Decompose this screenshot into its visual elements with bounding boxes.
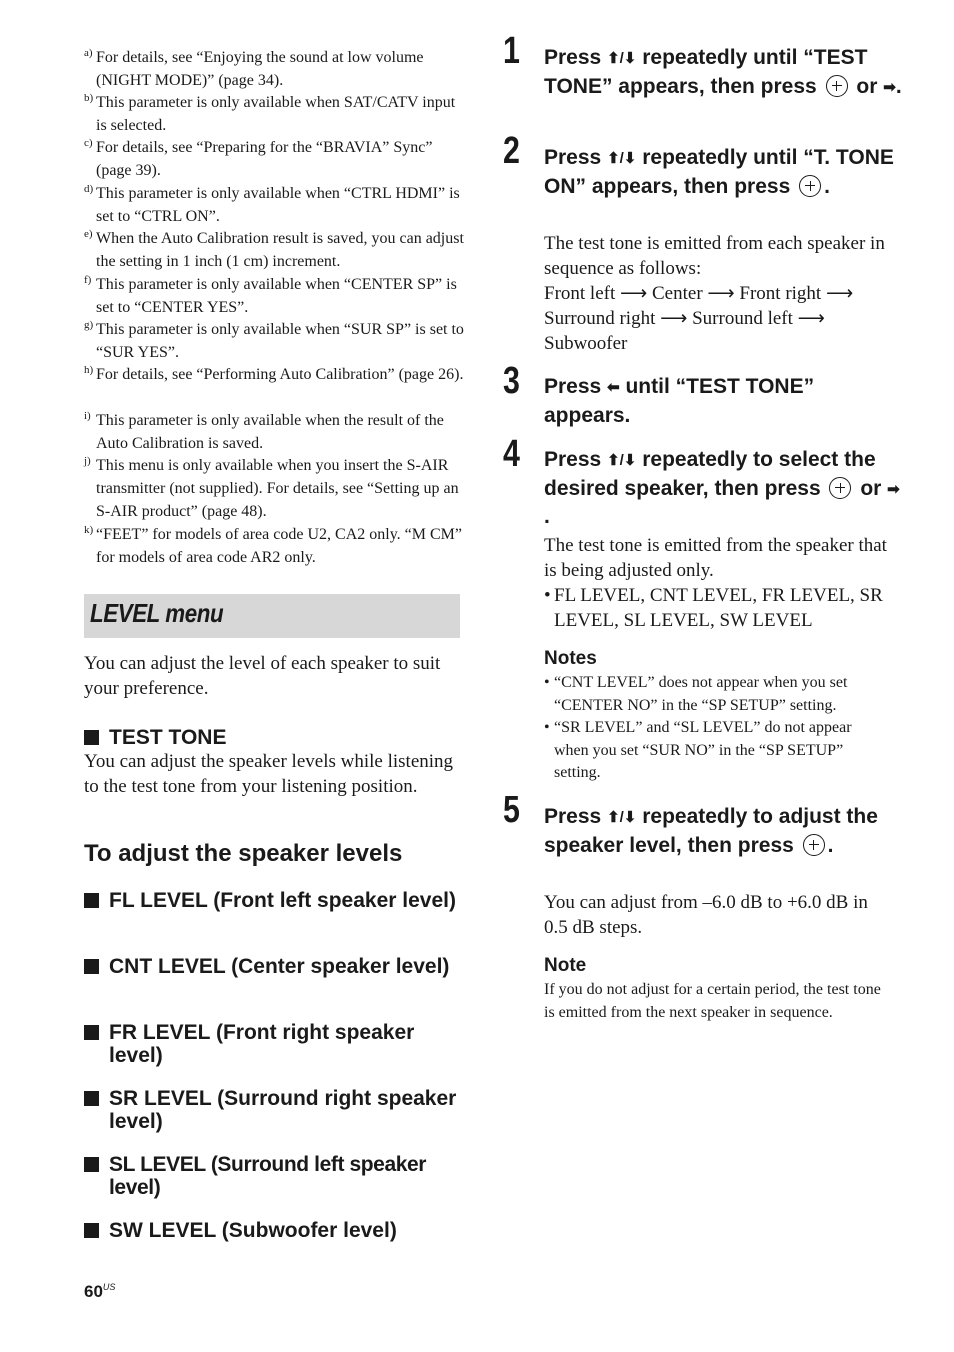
- footnote-text: When the Auto Calibration result is saved, you can adjust the setting in 1 inch (1 cm) increment.: [96, 230, 464, 270]
- footnote-d: [84, 182, 464, 228]
- up-down-arrow-icon: ⬆/⬇: [607, 809, 637, 826]
- enter-button-icon: [829, 477, 851, 499]
- left-arrow-icon: ⬅: [607, 379, 620, 396]
- footnote-k: [84, 523, 464, 569]
- footnote-text: This parameter is only available when “SUR SP” is set to “SUR YES”.: [96, 321, 464, 361]
- footnote-mark: a): [84, 47, 93, 59]
- footnote-text: This parameter is only available when “CTRL HDMI” is set to “CTRL ON”.: [96, 185, 460, 225]
- footnote-mark: f): [84, 274, 92, 286]
- footnote-c: [84, 136, 464, 182]
- step-4-description: The test tone is emitted from the speaker that is being adjusted only.: [544, 535, 887, 581]
- level-menu-intro: You can adjust the level of each speaker to suit your preference.: [84, 653, 441, 699]
- footnote-text: For details, see “Preparing for the “BRAVIA” Sync” (page 39).: [96, 139, 433, 179]
- footnote-mark: g): [84, 319, 94, 331]
- footnote-e: [84, 227, 464, 273]
- square-bullet-icon: [84, 730, 99, 745]
- step-number-1: 1: [503, 30, 520, 72]
- sl-level-heading: SL LEVEL (Surround left speaker level): [84, 1153, 464, 1199]
- step-1-instruction: Press ⬆/⬇ repeatedly until “TEST TONE” appears, then press or ➡.: [544, 44, 904, 101]
- sr-level-heading: SR LEVEL (Surround right speaker level): [84, 1087, 464, 1133]
- footnote-mark: b): [84, 92, 94, 104]
- notes-heading: Notes: [544, 648, 597, 669]
- fr-level-heading: FR LEVEL (Front right speaker level): [84, 1021, 464, 1067]
- sw-level-heading: SW LEVEL (Subwoofer level): [84, 1219, 464, 1242]
- footnote-g: [84, 318, 464, 364]
- footnote-mark: i): [84, 410, 91, 422]
- footnote-text: This menu is only available when you insert the S-AIR transmitter (not supplied). For details, see “Setting up an S-AIR product” (page 48).: [96, 457, 459, 520]
- step-number-2: 2: [503, 130, 520, 172]
- footnote-a: [84, 46, 464, 92]
- footnote-mark: k): [84, 524, 94, 536]
- footnote-text: This parameter is only available when the result of the Auto Calibration is saved.: [96, 412, 444, 452]
- footnote-mark: h): [84, 364, 94, 376]
- up-down-arrow-icon: ⬆/⬇: [607, 150, 637, 167]
- square-bullet-icon: [84, 1091, 99, 1106]
- square-bullet-icon: [84, 1157, 99, 1172]
- footnote-h: [84, 363, 464, 386]
- cnt-level-heading: CNT LEVEL (Center speaker level): [84, 955, 464, 978]
- square-bullet-icon: [84, 893, 99, 908]
- step-2-instruction: Press ⬆/⬇ repeatedly until “T. TONE ON” appears, then press .: [544, 146, 894, 198]
- footnote-mark: d): [84, 183, 94, 195]
- test-tone-text: You can adjust the speaker levels while listening to the test tone from your listening position.: [84, 751, 454, 797]
- footnote-j: [84, 454, 464, 523]
- step-5-description: You can adjust from –6.0 dB to +6.0 dB in 0.5 dB steps.: [544, 892, 868, 938]
- notes-list: [544, 672, 889, 785]
- footnote-text: For details, see “Performing Auto Calibration” (page 26).: [96, 366, 464, 383]
- step-5-instruction: Press ⬆/⬇ repeatedly to adjust the speaker level, then press .: [544, 805, 878, 857]
- footnote-mark: e): [84, 228, 93, 240]
- fl-level-heading: FL LEVEL (Front left speaker level): [84, 889, 464, 912]
- note-text: If you do not adjust for a certain period, the test tone is emitted from the next speaker in sequence.: [544, 981, 881, 1021]
- test-tone-heading: TEST TONE: [84, 726, 464, 749]
- right-arrow-icon: ⟶: [707, 283, 735, 304]
- right-arrow-icon: ⟶: [660, 308, 688, 329]
- right-arrow-icon: ➡: [883, 78, 896, 96]
- footnote-text: This parameter is only available when “CENTER SP” is set to “CENTER YES”.: [96, 276, 457, 316]
- up-down-arrow-icon: ⬆/⬇: [607, 50, 637, 67]
- step-number-4: 4: [503, 433, 520, 475]
- adjust-speaker-levels-heading: To adjust the speaker levels: [84, 840, 403, 867]
- footnote-f: [84, 273, 464, 319]
- step-3-instruction: Press ⬅ until “TEST TONE” appears.: [544, 375, 815, 427]
- square-bullet-icon: [84, 959, 99, 974]
- footnote-i: [84, 409, 464, 455]
- enter-button-icon: [803, 834, 825, 856]
- right-arrow-icon: ⟶: [797, 308, 825, 329]
- square-bullet-icon: [84, 1223, 99, 1238]
- square-bullet-icon: [84, 1025, 99, 1040]
- step-2-description: The test tone is emitted from each speaker in sequence as follows:: [544, 233, 885, 279]
- note-heading: Note: [544, 955, 587, 976]
- speaker-sequence: Front left ⟶ Center ⟶ Front right ⟶ Surround right ⟶ Surround left ⟶ Subwoofer: [544, 283, 854, 354]
- region-suffix: US: [102, 1282, 116, 1292]
- note-item: • “SR LEVEL” and “SL LEVEL” do not appear when you set “SUR NO” in the “SP SETUP” setting.: [544, 719, 852, 781]
- footnote-text: This parameter is only available when SAT/CATV input is selected.: [96, 94, 456, 134]
- enter-button-icon: [826, 75, 848, 97]
- footnote-mark: j): [84, 455, 91, 467]
- step-number-5: 5: [503, 789, 520, 831]
- step-4-instruction: Press ⬆/⬇ repeatedly to select the desired speaker, then press or ➡.: [544, 448, 900, 528]
- section-header-level-menu: [84, 594, 460, 638]
- step-number-3: 3: [503, 360, 520, 402]
- footnote-mark: c): [84, 137, 93, 149]
- right-arrow-icon: ⟶: [825, 283, 854, 304]
- page-number: $60^{US}$: [84, 1282, 116, 1301]
- footnote-b: [84, 91, 464, 137]
- section-title: LEVEL menu: [90, 598, 224, 628]
- right-arrow-icon: ⟶: [620, 283, 648, 304]
- footnote-text: “FEET” for models of area code U2, CA2 only. “M CM” for models of area code AR2 only.: [96, 526, 462, 566]
- note-item: • “CNT LEVEL” does not appear when you set “CENTER NO” in the “SP SETUP” setting.: [544, 674, 848, 714]
- step-4-bullet: • FL LEVEL, CNT LEVEL, FR LEVEL, SR LEVEL, SL LEVEL, SW LEVEL: [544, 585, 883, 631]
- footnote-text: For details, see “Enjoying the sound at low volume (NIGHT MODE)” (page 34).: [96, 49, 424, 89]
- right-arrow-icon: ➡: [887, 480, 900, 498]
- enter-button-icon: [799, 175, 821, 197]
- up-down-arrow-icon: ⬆/⬇: [607, 452, 637, 469]
